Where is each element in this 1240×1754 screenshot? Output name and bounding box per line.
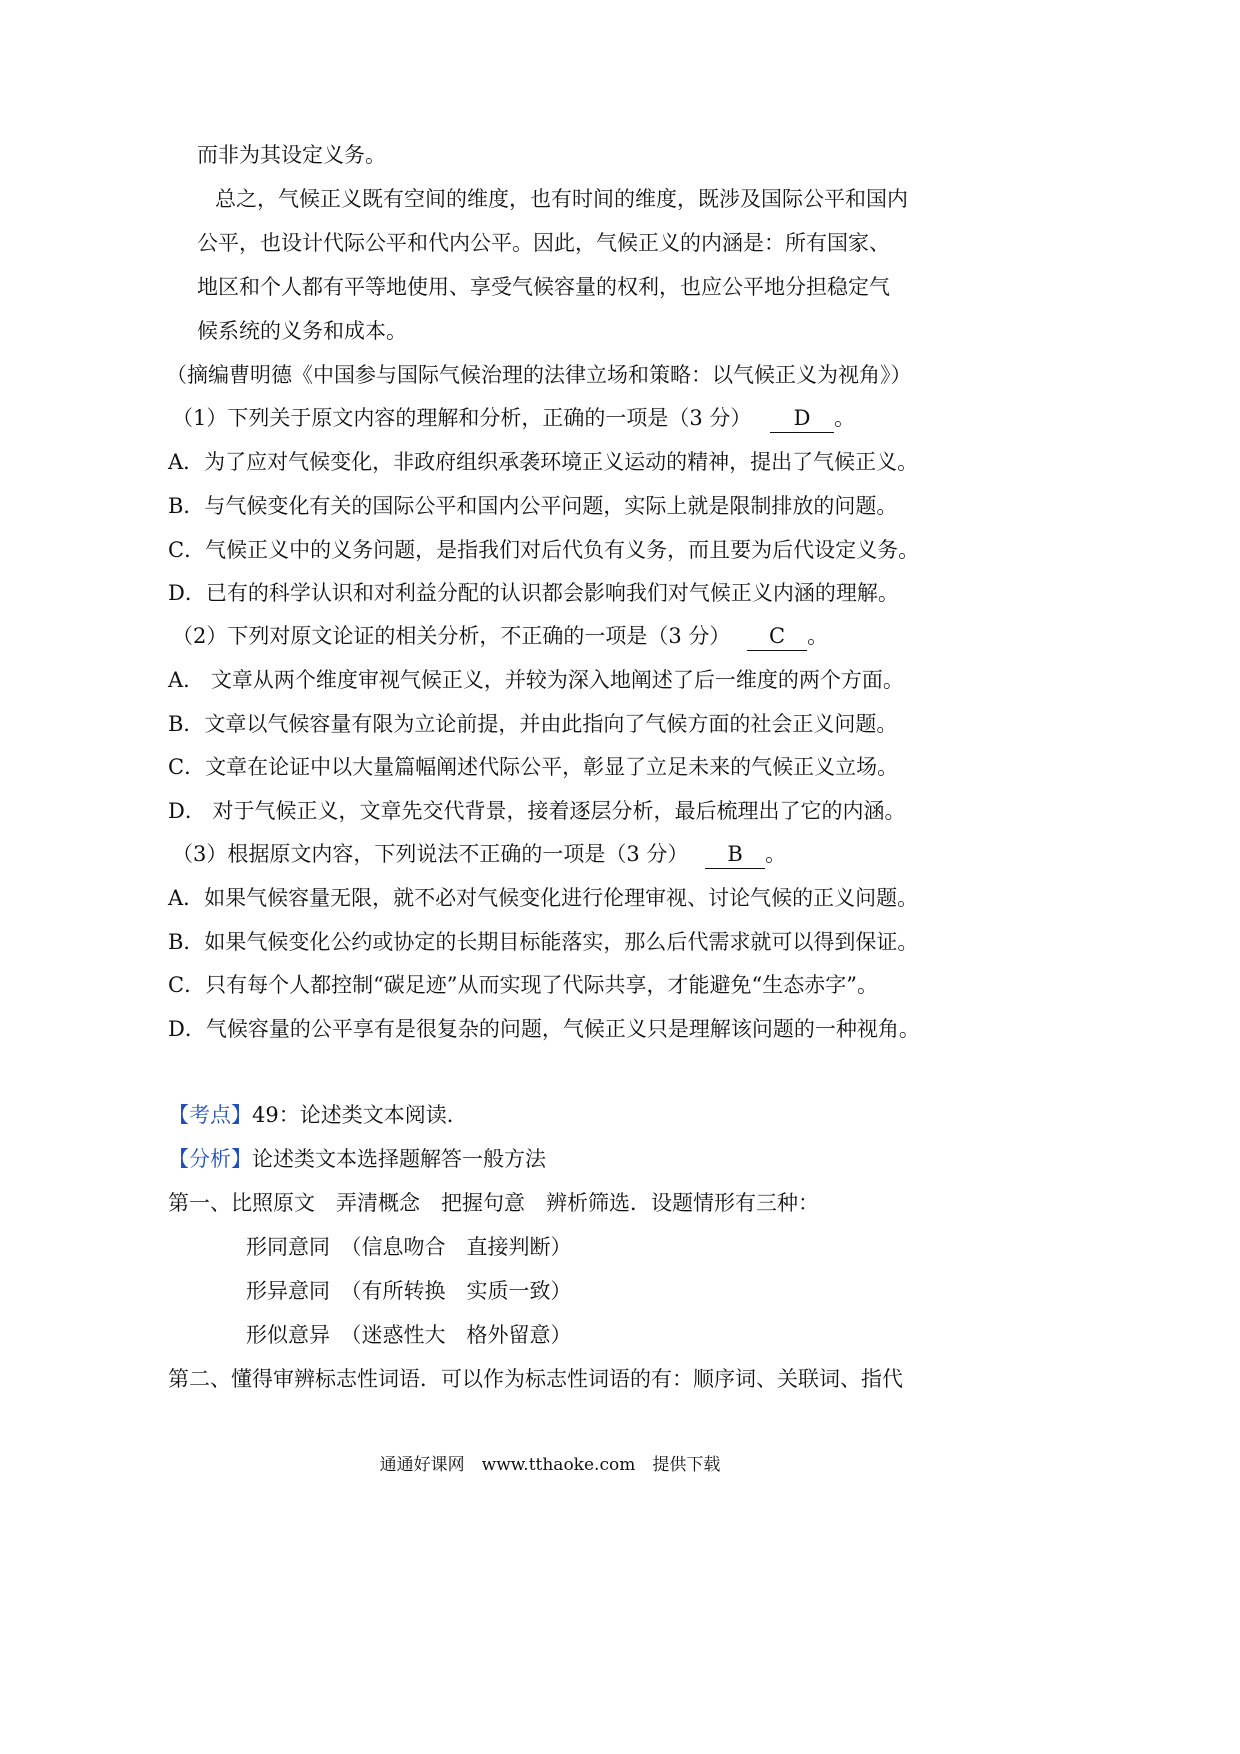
analysis-step: 第一、比照原文 弄清概念 把握句意 辨析筛选．设题情形有三种： <box>168 1191 819 1215</box>
option: C．只有每个人都控制“碳足迹”从而实现了代际共享，才能避免“生态赤字”。 <box>168 973 879 997</box>
passage-line: 地区和个人都有平等地使用、享受气候容量的权利，也应公平地分担稳定气 <box>197 275 890 299</box>
option: B．文章以气候容量有限为立论前提，并由此指向了气候方面的社会正义问题。 <box>168 712 898 736</box>
fenxi-tag: 【分析】 <box>168 1147 252 1171</box>
question-end: 。 <box>765 842 787 866</box>
kaodian-text: 49：论述类文本阅读． <box>252 1103 468 1127</box>
fenxi-line <box>168 1145 546 1173</box>
question-end: 。 <box>807 624 829 648</box>
question-stem <box>172 622 828 651</box>
answer-blank: D <box>770 404 834 433</box>
passage-line: 公平，也设计代际公平和代内公平。因此，气候正义的内涵是：所有国家、 <box>197 231 890 255</box>
option: A．如果气候容量无限，就不必对气候变化进行伦理审视、讨论气候的正义问题。 <box>168 886 919 910</box>
question-stem <box>172 840 786 869</box>
analysis-step: 第二、懂得审辨标志性词语．可以作为标志性词语的有：顺序词、关联词、指代 <box>168 1367 903 1391</box>
question-stem <box>172 404 855 433</box>
passage-line: 总之，气候正义既有空间的维度，也有时间的维度，既涉及国际公平和国内 <box>215 187 908 211</box>
question-text: （2）下列对原文论证的相关分析，不正确的一项是（3 分） <box>172 624 731 648</box>
option: A．为了应对气候变化，非政府组织承袭环境正义运动的精神，提出了气候正义。 <box>168 450 919 474</box>
analysis-case: 形似意异 （迷惑性大 格外留意） <box>246 1323 572 1347</box>
fenxi-text: 论述类文本选择题解答一般方法 <box>252 1147 546 1171</box>
kaodian-line <box>168 1101 468 1129</box>
analysis-case: 形同意同 （信息吻合 直接判断） <box>246 1235 572 1259</box>
option: C．气候正义中的义务问题，是指我们对后代负有义务，而且要为后代设定义务。 <box>168 538 920 562</box>
option: D．气候容量的公平享有是很复杂的问题，气候正义只是理解该问题的一种视角。 <box>168 1017 920 1041</box>
question-text: （3）根据原文内容，下列说法不正确的一项是（3 分） <box>172 842 689 866</box>
option: A． 文章从两个维度审视气候正义，并较为深入地阐述了后一维度的两个方面。 <box>168 668 904 692</box>
question-end: 。 <box>834 406 856 430</box>
passage-source: （摘编曹明德《中国参与国际气候治理的法律立场和策略：以气候正义为视角》） <box>166 363 912 387</box>
passage-line: 候系统的义务和成本。 <box>197 319 407 343</box>
option: D．已有的科学认识和对利益分配的认识都会影响我们对气候正义内涵的理解。 <box>168 581 899 605</box>
answer-blank: C <box>747 622 807 651</box>
page-footer: 通通好课网 www.tthaoke.com 提供下载 <box>379 1455 721 1475</box>
option: B．与气候变化有关的国际公平和国内公平问题，实际上就是限制排放的问题。 <box>168 494 898 518</box>
option: C．文章在论证中以大量篇幅阐述代际公平，彰显了立足未来的气候正义立场。 <box>168 755 899 779</box>
question-text: （1）下列关于原文内容的理解和分析，正确的一项是（3 分） <box>172 406 752 430</box>
answer-blank: B <box>705 840 765 869</box>
passage-line: 而非为其设定义务。 <box>197 143 386 167</box>
option: D． 对于气候正义，文章先交代背景，接着逐层分析，最后梳理出了它的内涵。 <box>168 799 906 823</box>
option: B．如果气候变化公约或协定的长期目标能落实，那么后代需求就可以得到保证。 <box>168 930 919 954</box>
analysis-case: 形异意同 （有所转换 实质一致） <box>246 1279 572 1303</box>
kaodian-tag: 【考点】 <box>168 1103 252 1127</box>
